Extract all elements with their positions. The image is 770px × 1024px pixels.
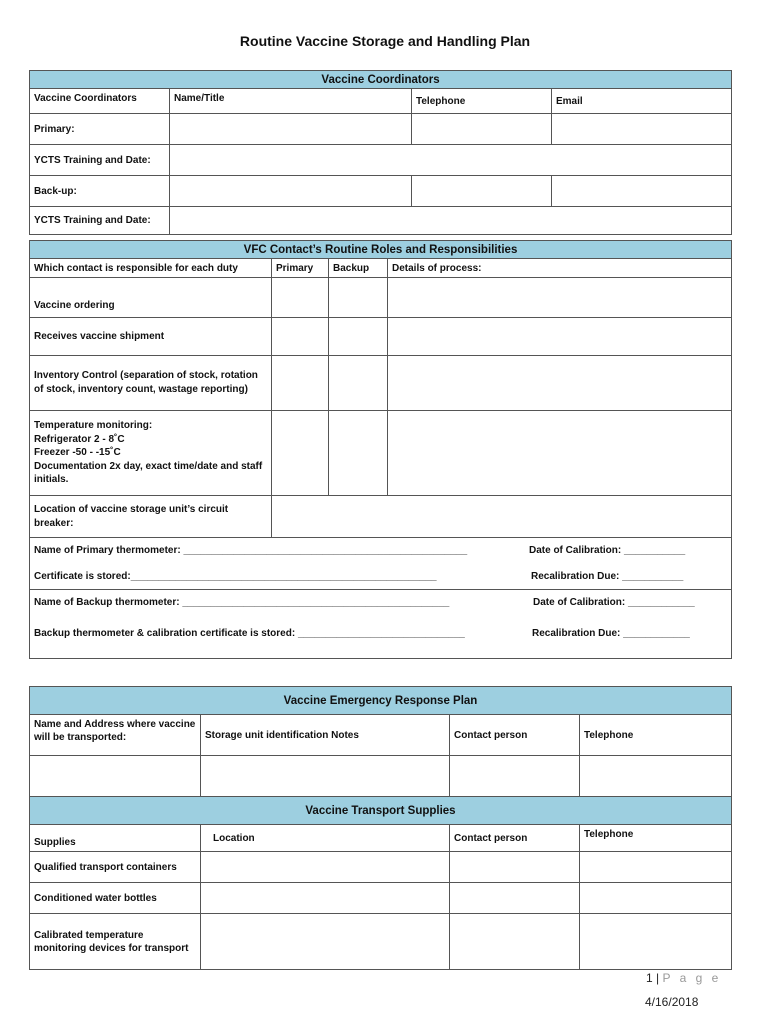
backup-thermometer-line[interactable]: Name of Backup thermometer: ________________________________________________ (34, 597, 450, 608)
roles-header: VFC Contact’s Routine Roles and Responsibilities (30, 241, 732, 259)
backup-certificate-line[interactable]: Backup thermometer & calibration certificate is stored: ______________________________ (34, 628, 465, 639)
col-emergency-telephone: Telephone (580, 715, 732, 756)
col-details: Details of process: (388, 259, 732, 278)
row-inventory-control: Inventory Control (separation of stock, rotation of stock, inventory count, wastage reporting) (30, 356, 272, 411)
ordering-primary-cell[interactable] (272, 278, 329, 318)
circuit-breaker-cell[interactable] (272, 496, 732, 538)
primary-email-cell[interactable] (552, 114, 732, 145)
emergency-contact-cell[interactable] (450, 756, 580, 797)
backup-telephone-cell[interactable] (412, 176, 552, 207)
backup-recalibration-line[interactable]: Recalibration Due: ____________ (532, 628, 690, 639)
footer-date: 4/16/2018 (645, 995, 699, 1009)
row-vaccine-ordering: Vaccine ordering (30, 278, 272, 318)
primary-telephone-cell[interactable] (412, 114, 552, 145)
thermometer-section (30, 538, 732, 659)
primary-calibration-line[interactable]: Date of Calibration: ___________ (529, 545, 686, 556)
row-transport-containers: Qualified transport containers (30, 852, 201, 883)
transport-header: Vaccine Transport Supplies (30, 797, 732, 825)
page-number-separator: | (656, 971, 660, 985)
primary-name-cell[interactable] (170, 114, 412, 145)
shipment-primary-cell[interactable] (272, 318, 329, 356)
page-number (646, 971, 721, 985)
backup-name-cell[interactable] (170, 176, 412, 207)
backup-calibration-line[interactable]: Date of Calibration: ____________ (533, 597, 695, 608)
containers-contact-cell[interactable] (450, 852, 580, 883)
primary-thermometer-line[interactable]: Name of Primary thermometer: ___________________________________________________ (34, 545, 468, 556)
emergency-telephone-cell[interactable] (580, 756, 732, 797)
shipment-backup-cell[interactable] (329, 318, 388, 356)
ycts-backup-cell[interactable] (170, 207, 732, 235)
ycts-primary-cell[interactable] (170, 145, 732, 176)
coordinators-table (29, 70, 732, 235)
ordering-details-cell[interactable] (388, 278, 732, 318)
page-title: Routine Vaccine Storage and Handling Plan (239, 33, 531, 49)
col-contact-person: Contact person (450, 715, 580, 756)
page-number-value: 1 (646, 971, 653, 985)
col-name-address: Name and Address where vaccine will be transported: (30, 715, 201, 756)
temperature-details-cell[interactable] (388, 411, 732, 496)
bottles-contact-cell[interactable] (450, 883, 580, 914)
containers-telephone-cell[interactable] (580, 852, 732, 883)
row-temperature-devices: Calibrated temperature monitoring devices for transport (30, 914, 201, 970)
row-ycts-backup: YCTS Training and Date: (30, 207, 170, 235)
shipment-details-cell[interactable] (388, 318, 732, 356)
col-which-contact: Which contact is responsible for each duty (30, 259, 272, 278)
bottles-telephone-cell[interactable] (580, 883, 732, 914)
ordering-backup-cell[interactable] (329, 278, 388, 318)
col-transport-contact: Contact person (450, 825, 580, 852)
devices-contact-cell[interactable] (450, 914, 580, 970)
row-water-bottles: Conditioned water bottles (30, 883, 201, 914)
recalibration-due-line[interactable]: Recalibration Due: ___________ (531, 571, 684, 582)
col-transport-telephone: Telephone (580, 825, 732, 852)
temperature-backup-cell[interactable] (329, 411, 388, 496)
page-word: P a g e (662, 971, 722, 985)
row-receives-shipment: Receives vaccine shipment (30, 318, 272, 356)
col-location: Location (201, 825, 450, 852)
roles-table (29, 240, 732, 659)
col-vaccine-coordinators: Vaccine Coordinators (30, 89, 170, 114)
col-telephone: Telephone (412, 89, 552, 114)
col-email: Email (552, 89, 732, 114)
col-backup: Backup (329, 259, 388, 278)
bottles-location-cell[interactable] (201, 883, 450, 914)
backup-email-cell[interactable] (552, 176, 732, 207)
col-supplies: Supplies (30, 825, 201, 852)
emergency-storage-cell[interactable] (201, 756, 450, 797)
row-temperature-monitoring: Temperature monitoring: Refrigerator 2 - 8˚C Freezer -50 - -15˚C Documentation 2x day, exact time/date and staff initials. (30, 411, 272, 496)
containers-location-cell[interactable] (201, 852, 450, 883)
coordinators-header: Vaccine Coordinators (30, 71, 732, 89)
inventory-backup-cell[interactable] (329, 356, 388, 411)
devices-location-cell[interactable] (201, 914, 450, 970)
col-primary: Primary (272, 259, 329, 278)
inventory-primary-cell[interactable] (272, 356, 329, 411)
col-name-title: Name/Title (170, 89, 412, 114)
row-circuit-breaker: Location of vaccine storage unit’s circuit breaker: (30, 496, 272, 538)
row-backup: Back-up: (30, 176, 170, 207)
emergency-table (29, 686, 732, 970)
inventory-details-cell[interactable] (388, 356, 732, 411)
certificate-stored-line[interactable]: Certificate is stored:_______________________________________________________ (34, 571, 437, 582)
emergency-address-cell[interactable] (30, 756, 201, 797)
row-ycts-primary: YCTS Training and Date: (30, 145, 170, 176)
row-primary: Primary: (30, 114, 170, 145)
col-storage-unit: Storage unit identification Notes (201, 715, 450, 756)
thermometer-divider (30, 589, 731, 590)
emergency-header: Vaccine Emergency Response Plan (30, 687, 732, 715)
devices-telephone-cell[interactable] (580, 914, 732, 970)
temperature-primary-cell[interactable] (272, 411, 329, 496)
